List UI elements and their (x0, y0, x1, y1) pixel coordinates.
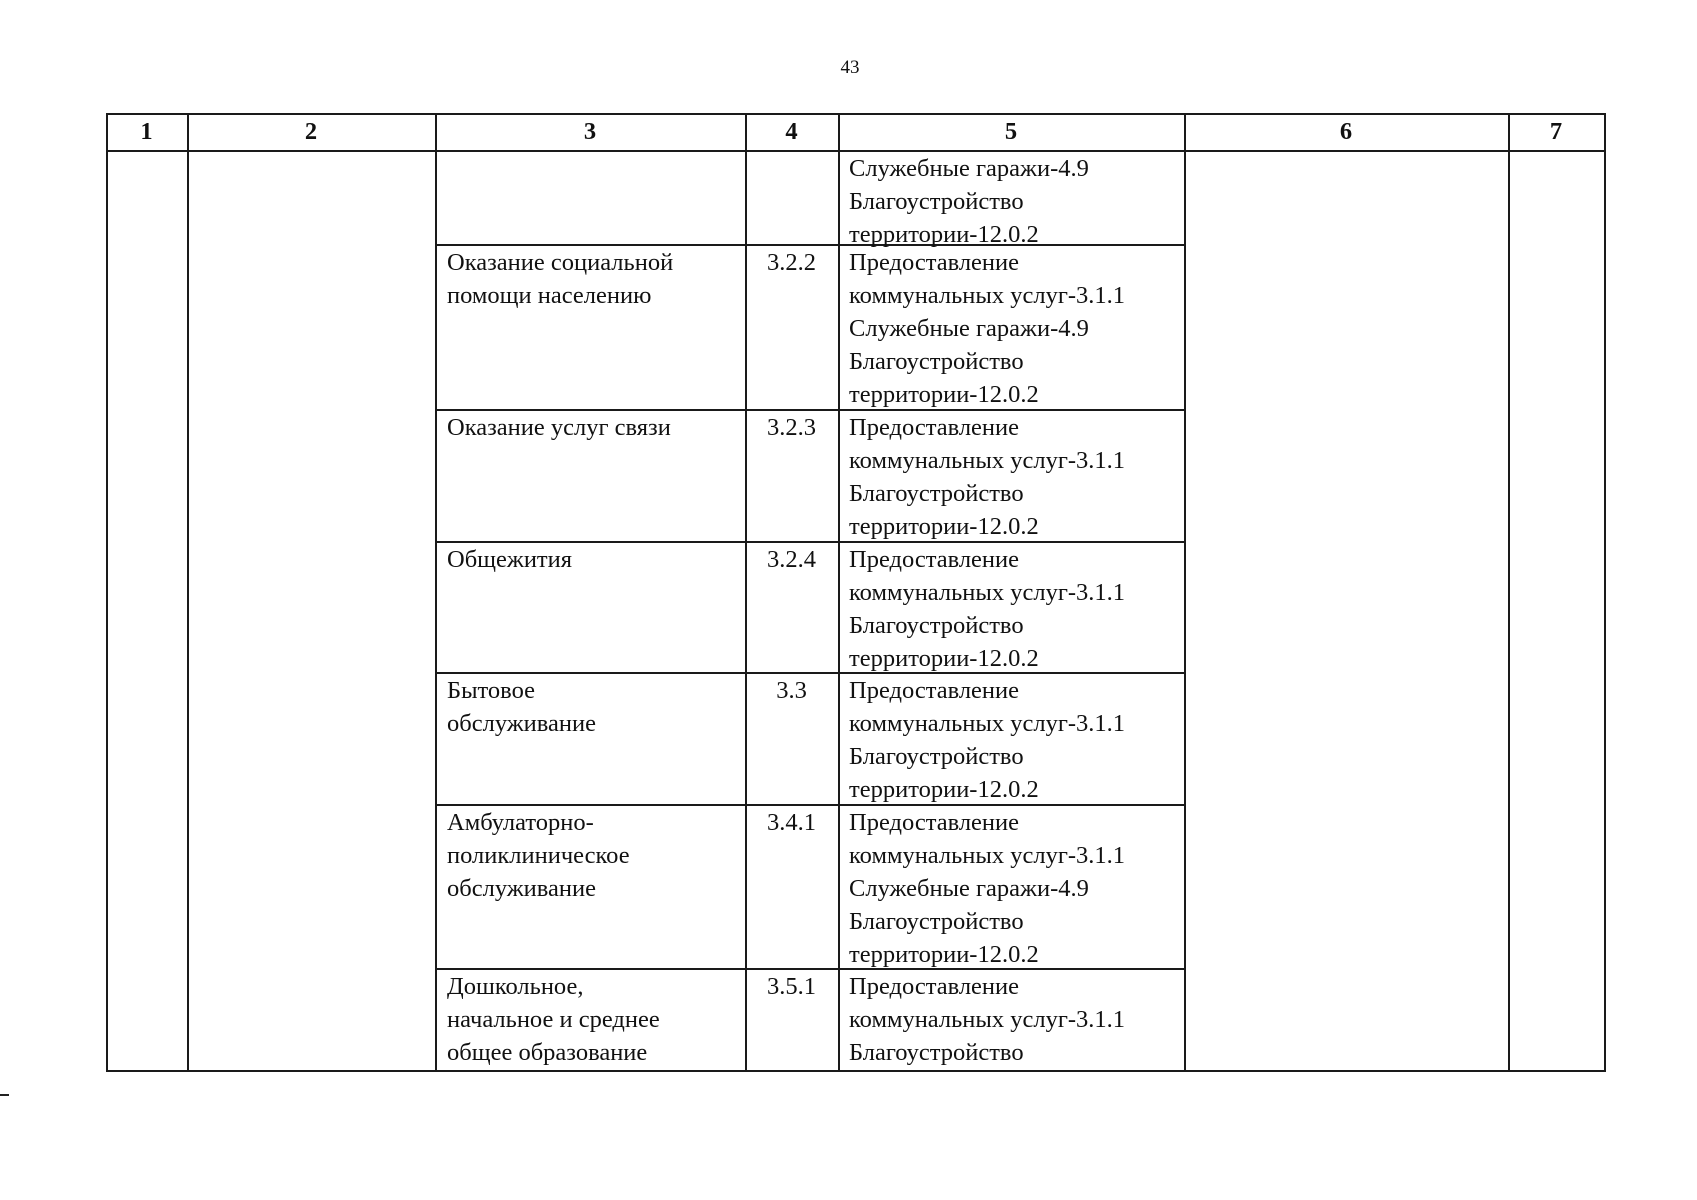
row-code: 3.3 (776, 677, 807, 704)
row-name: Общежития (447, 546, 573, 573)
row-code: 3.4.1 (767, 809, 816, 836)
row-name: Оказание услуг связи (447, 414, 671, 441)
header-cell-2: 2 (304, 118, 318, 145)
column-border (1508, 113, 1510, 1072)
permitted-use-line: коммунальных услуг-3.1.1 (849, 710, 1126, 737)
header-cell-7: 7 (1549, 118, 1563, 145)
permitted-use-line: Служебные гаражи-4.9 (849, 155, 1089, 182)
permitted-use-line: Благоустройство (849, 480, 1024, 507)
header-cell-3: 3 (583, 118, 597, 145)
permitted-use-line: Предоставление (849, 414, 1020, 441)
row-name: Оказание социальной помощи населению (447, 249, 674, 309)
column-border (1604, 113, 1606, 1072)
row-code: 3.2.2 (767, 249, 816, 276)
permitted-use-line: Предоставление (849, 809, 1020, 836)
permitted-use-line: Служебные гаражи-4.9 (849, 875, 1089, 902)
permitted-use-line: Благоустройство (849, 348, 1024, 375)
permitted-use-line: Благоустройство (849, 1039, 1024, 1066)
column-border (1184, 113, 1186, 1072)
row-name: Дошкольное, начальное и среднее общее образование (447, 973, 660, 1066)
permitted-use-line: территории-12.0.2 (849, 776, 1039, 803)
permitted-use-line: коммунальных услуг-3.1.1 (849, 282, 1126, 309)
row-code: 3.5.1 (767, 973, 816, 1000)
table-top-border (106, 113, 1604, 115)
header-cell-5: 5 (1004, 118, 1018, 145)
permitted-use-line: коммунальных услуг-3.1.1 (849, 1006, 1126, 1033)
permitted-use-line: Предоставление (849, 546, 1020, 573)
permitted-use-line: территории-12.0.2 (849, 645, 1039, 672)
margin-mark (0, 1094, 9, 1096)
header-cell-6: 6 (1339, 118, 1353, 145)
permitted-use-line: Предоставление (849, 249, 1020, 276)
permitted-use-line: территории-12.0.2 (849, 381, 1039, 408)
row-code: 3.2.3 (767, 414, 816, 441)
permitted-use-line: Благоустройство (849, 908, 1024, 935)
permitted-use-line: территории-12.0.2 (849, 513, 1039, 540)
column-border (106, 113, 108, 1072)
row-name: Бытовое обслуживание (447, 677, 596, 737)
permitted-use-line: коммунальных услуг-3.1.1 (849, 579, 1126, 606)
header-cell-1: 1 (140, 118, 153, 145)
permitted-use-line: коммунальных услуг-3.1.1 (849, 447, 1126, 474)
permitted-use-line: Служебные гаражи-4.9 (849, 315, 1089, 342)
header-cell-4: 4 (785, 118, 798, 145)
permitted-use-line: коммунальных услуг-3.1.1 (849, 842, 1126, 869)
column-border (838, 113, 840, 1072)
permitted-use-line: Предоставление (849, 677, 1020, 704)
column-border (187, 113, 189, 1072)
permitted-use-line: Благоустройство (849, 188, 1024, 215)
page-number: 43 (840, 57, 860, 78)
row-name: Амбулаторно- поликлиническое обслуживание (447, 809, 630, 902)
table-bottom-border (106, 1070, 1604, 1072)
row-code: 3.2.4 (767, 546, 816, 573)
permitted-use-line: Благоустройство (849, 612, 1024, 639)
permitted-use-line: территории-12.0.2 (849, 941, 1039, 968)
permitted-use-line: Предоставление (849, 973, 1020, 1000)
permitted-use-line: Благоустройство (849, 743, 1024, 770)
column-border (435, 113, 437, 1072)
permitted-use-line: территории-12.0.2 (849, 221, 1039, 248)
